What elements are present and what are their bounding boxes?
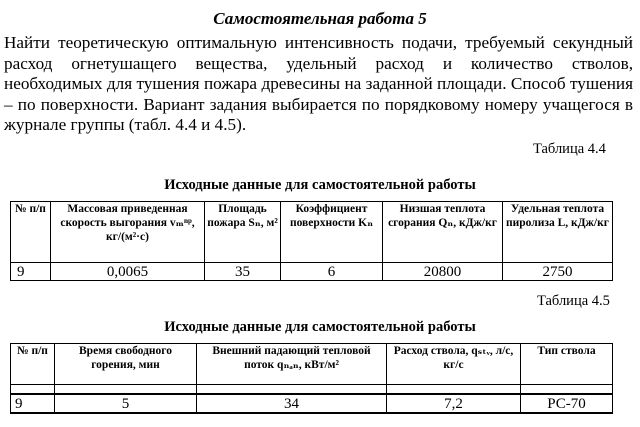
header-cell: Площадь пожара Sₙ, м² — [205, 202, 281, 263]
header-cell: Низшая теплота сгорания Qₙ, кДж/кг — [383, 202, 503, 263]
table-cell: 9 — [11, 263, 51, 281]
table-header-row — [11, 344, 613, 385]
table-cell: 0,0065 — [51, 263, 205, 281]
table2-caption: Исходные данные для самостоятельной работы — [164, 319, 476, 335]
table2-label: Таблица 4.5 — [537, 293, 610, 309]
table-cell: 34 — [197, 394, 387, 413]
header-cell: № п/п — [11, 202, 51, 263]
table1-label: Таблица 4.4 — [533, 141, 606, 157]
table-spacer-row — [11, 385, 613, 395]
header-cell: Время свободного горения, мин — [55, 344, 197, 385]
header-cell: Расход ствола, qₛₜᵥ, л/с, кг/с — [387, 344, 521, 385]
table-cell: 6 — [281, 263, 383, 281]
header-cell: Коэффициент поверхности Kₙ — [281, 202, 383, 263]
table-cell: РС-70 — [521, 394, 613, 413]
table-cell: 35 — [205, 263, 281, 281]
table-4-5 — [10, 343, 613, 414]
header-cell: № п/п — [11, 344, 55, 385]
task-paragraph: Найти теоретическую оптимальную интенсивность подачи, требуемый секундный расход огнетушащего вещества, удельный расход и количество стволов, необходимых для тушения пожара древесины на заданной площади. Способ тушения – по поверхности. Вариант задания выбирается по порядковому номеру учащегося в журнале группы (табл. 4.4 и 4.5). — [4, 33, 633, 134]
table-cell: 9 — [11, 394, 55, 413]
page-title: Самостоятельная работа 5 — [213, 9, 427, 28]
table-4-4 — [10, 201, 613, 281]
header-cell: Внешний падающий тепловой поток qₙₐₙ, кВт/м² — [197, 344, 387, 385]
table-cell: 20800 — [383, 263, 503, 281]
table-header-row — [11, 202, 613, 263]
table1-caption: Исходные данные для самостоятельной работы — [164, 177, 476, 193]
header-cell: Удельная теплота пиролиза L, кДж/кг — [503, 202, 613, 263]
table-cell: 7,2 — [387, 394, 521, 413]
table-row — [11, 263, 613, 281]
table-row — [11, 394, 613, 413]
header-cell: Массовая приведенная скорость выгорания vₘⁿᵖ, кг/(м²·с) — [51, 202, 205, 263]
header-cell: Тип ствола — [521, 344, 613, 385]
table-cell: 5 — [55, 394, 197, 413]
table-cell: 2750 — [503, 263, 613, 281]
